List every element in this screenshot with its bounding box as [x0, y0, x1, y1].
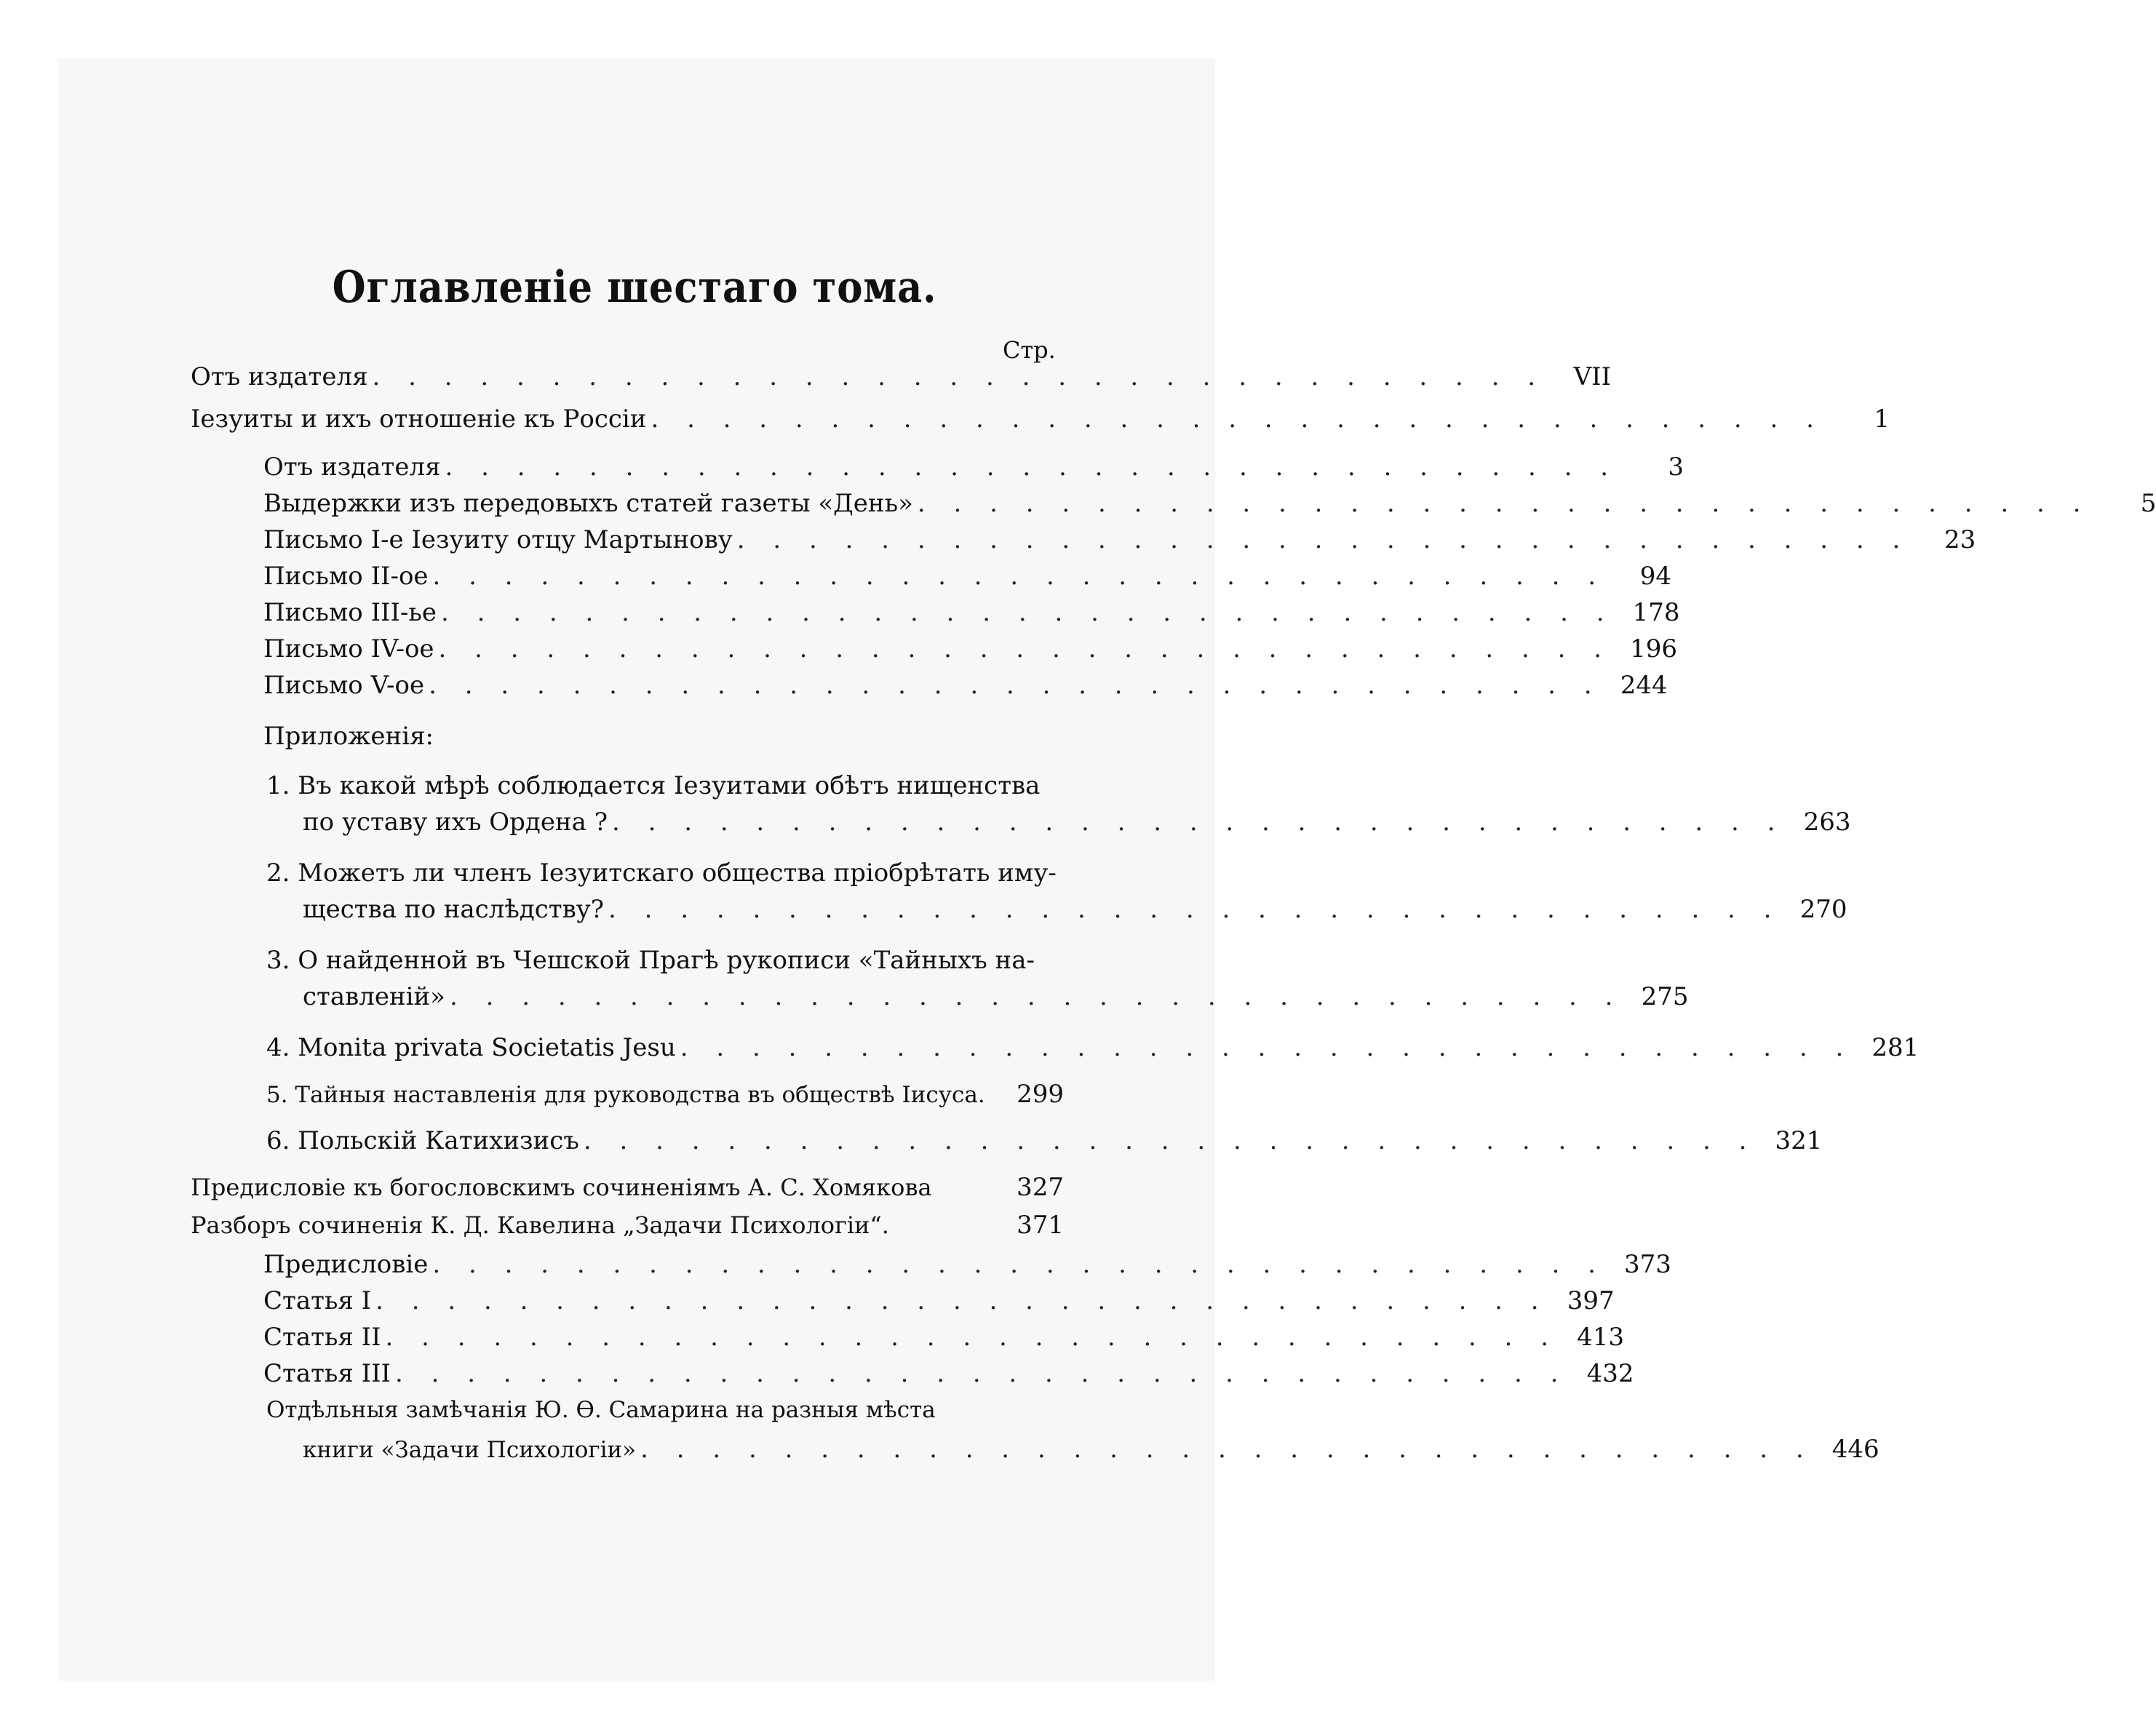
toc-entry-title: 5. Тайныя наставленія для руководства въ обществѣ Іисуса.	[266, 1082, 985, 1108]
toc-entry[interactable]	[191, 598, 1680, 634]
toc-entry-title: Предисловіе	[263, 1250, 429, 1279]
toc-entry-title: ставленій»	[303, 982, 445, 1011]
toc-entry-page: 23	[1944, 525, 1976, 554]
toc-entry-page: 373	[1623, 1250, 1671, 1279]
toc-entry[interactable]	[191, 634, 1678, 671]
toc-entry-page: 321	[1775, 1126, 1823, 1155]
leader-dots: . . . . . . . . . . . . . . . . . . . . . . . . . . . . . . . . .	[432, 1250, 1606, 1279]
page-column-label: Стр.	[1003, 336, 1056, 364]
toc-entry[interactable]	[191, 1286, 1615, 1323]
toc-entry-page: 397	[1567, 1286, 1615, 1315]
leader-dots: . . . . . . . . . . . . . . . . . . . . . . . . . . . . . . . . .	[372, 362, 1546, 391]
leader-dots: . . . . . . . . . . . . . . . . . . . . . . . . . . . . . . . . .	[651, 405, 1824, 434]
toc-entry-page: 275	[1641, 982, 1689, 1011]
toc-entry-page: 281	[1871, 1033, 1920, 1062]
toc-entry-title: Іезуиты и ихъ отношеніе къ Россіи	[191, 405, 647, 434]
toc-entry-title: книги «Задачи Психологіи»	[303, 1437, 637, 1463]
leader-dots: . . . . . . . . . . . . . . . . . . . . . . . . . . . . . . . . .	[438, 634, 1612, 664]
leader-dots: . . . . . . . . . . . . . . . . . . . . . . . . . . . . . . . . .	[917, 489, 2091, 518]
appendix-heading: Приложенія:	[263, 722, 434, 751]
leader-dots: . . . . . . . . . . . . . . . . . . . . . . . . . . . . . . . . .	[441, 598, 1615, 627]
leader-dots: . . . . . . . . . . . . . . . . . . . . . . . . . . . . . . . . .	[449, 982, 1623, 1011]
toc-entry-title: Отъ издателя	[263, 453, 441, 482]
toc-entry-title: Письмо IV-ое	[263, 634, 434, 664]
leader-dots: . . . . . . . . . . . . . . . . . . . . . . . . . . . . . . . . .	[429, 671, 1602, 700]
toc-entry[interactable]	[191, 562, 1672, 598]
toc-entry-title: Предисловіе къ богословскимъ сочиненіямъ А. С. Хомякова	[191, 1174, 932, 1201]
toc-entry[interactable]	[191, 1173, 1064, 1209]
leader-dots: . . . . . . . . . . . . . . . . . . . . . . . . . . . . . . . . .	[680, 1033, 1854, 1062]
toc-entry-page: 432	[1586, 1359, 1634, 1388]
leader-dots: . . . . . . . . . . . . . . . . . . . . . . . . . . . . . . . . .	[394, 1359, 1569, 1388]
toc-entry[interactable]	[191, 808, 1851, 844]
toc-entry-title: 6. Польскій Катихизисъ	[266, 1126, 579, 1155]
toc-entry-title: 4. Monita privata Societatis Jesu	[266, 1033, 676, 1062]
leader-dots: . . . . . . . . . . . . . . . . . . . . . . . . . . . . . . . . .	[375, 1286, 1549, 1315]
toc-entry-page: 371	[1017, 1211, 1064, 1240]
toc-entry-title: Письмо I-е Іезуиту отцу Мартынову	[263, 525, 733, 554]
toc-entry-page: 270	[1799, 895, 1847, 924]
toc-entry-title: Письмо III-ье	[263, 598, 437, 627]
toc-entry-title: Выдержки изъ передовыхъ статей газеты «День»	[263, 489, 913, 518]
toc-entry[interactable]	[191, 362, 1612, 399]
toc-entry[interactable]	[191, 1359, 1634, 1395]
toc-entry-page: 446	[1831, 1435, 1879, 1464]
toc-entry-page: 94	[1639, 562, 1672, 591]
toc-entry[interactable]	[191, 895, 1847, 931]
toc-entry[interactable]	[191, 489, 2156, 525]
toc-entry-page: 178	[1632, 598, 1680, 627]
toc-entry-page: 196	[1630, 634, 1678, 664]
appendix-item-line1[interactable]: 2. Можетъ ли членъ Іезуитскаго общества пріобрѣтать иму-	[266, 858, 1057, 888]
toc-entry-title: щества по наслѣдству?	[303, 895, 604, 924]
leader-dots: . . . . . . . . . . . . . . . . . . . . . . . . . . . . . . . . .	[611, 808, 1786, 837]
toc-entry[interactable]	[191, 405, 1890, 441]
toc-entry[interactable]	[191, 1323, 1625, 1359]
toc-entry-title: Письмо V-ое	[263, 671, 425, 700]
leader-dots: . . . . . . . . . . . . . . . . . . . . . . . . . . . . . . . . .	[736, 525, 1911, 554]
toc-entry-line1[interactable]: Отдѣльныя замѣчанія Ю. Ѳ. Самарина на разныя мѣста	[266, 1397, 936, 1423]
toc-entry-title: Письмо II-ое	[263, 562, 429, 591]
toc-entry-title: по уставу ихъ Ордена ?	[303, 808, 608, 837]
toc-entry-page: 5	[2140, 489, 2156, 518]
toc-entry[interactable]	[191, 1126, 1823, 1163]
toc-entry[interactable]	[191, 1033, 1920, 1069]
page-title: Оглавленіе шестаго тома.	[332, 262, 937, 313]
toc-entry[interactable]	[191, 1250, 1671, 1286]
appendix-item-line1[interactable]: 1. Въ какой мѣрѣ соблюдается Іезуитами обѣтъ нищенства	[266, 771, 1041, 800]
toc-entry[interactable]	[191, 1080, 1064, 1116]
toc-entry-page: 244	[1620, 671, 1668, 700]
toc-entry-title: Статья III	[263, 1359, 391, 1388]
toc-entry[interactable]	[191, 525, 1976, 562]
toc-entry-page: 1	[1874, 405, 1890, 434]
toc-entry[interactable]	[191, 1211, 1064, 1247]
toc-entry-page: 327	[1017, 1173, 1064, 1202]
toc-entry-page: 263	[1803, 808, 1851, 837]
leader-dots: . . . . . . . . . . . . . . . . . . . . . . . . . . . . . . . . .	[432, 562, 1607, 591]
toc-entry-page: 299	[1017, 1080, 1064, 1109]
toc-entry-page: VII	[1573, 362, 1612, 391]
toc-entry-title: Разборъ сочиненія К. Д. Кавелина „Задачи Психологіи“.	[191, 1211, 889, 1239]
leader-dots: . . . . . . . . . . . . . . . . . . . . . . . . . . . . . . . . .	[583, 1126, 1757, 1155]
leader-dots: . . . . . . . . . . . . . . . . . . . . . . . . . . . . . . . . .	[608, 895, 1782, 924]
toc-entry-title: Статья II	[263, 1323, 381, 1352]
toc-entry[interactable]	[191, 453, 1684, 489]
toc-entry[interactable]	[191, 982, 1689, 1019]
toc-entry-page: 413	[1577, 1323, 1625, 1352]
leader-dots: . . . . . . . . . . . . . . . . . . . . . . . . . . . . . . . . .	[385, 1323, 1559, 1352]
toc-entry-title: Статья I	[263, 1286, 372, 1315]
toc-entry-page: 3	[1668, 453, 1684, 482]
toc-entry[interactable]	[191, 1435, 1879, 1471]
toc-entry-title: Отъ издателя	[191, 362, 368, 391]
leader-dots: . . . . . . . . . . . . . . . . . . . . . . . . . . . . . . . . .	[445, 453, 1619, 482]
leader-dots: . . . . . . . . . . . . . . . . . . . . . . . . . . . . . . . . .	[640, 1435, 1814, 1464]
appendix-item-line1[interactable]: 3. О найденной въ Чешской Прагѣ рукописи «Тайныхъ на-	[266, 946, 1035, 975]
toc-entry[interactable]	[191, 671, 1668, 707]
